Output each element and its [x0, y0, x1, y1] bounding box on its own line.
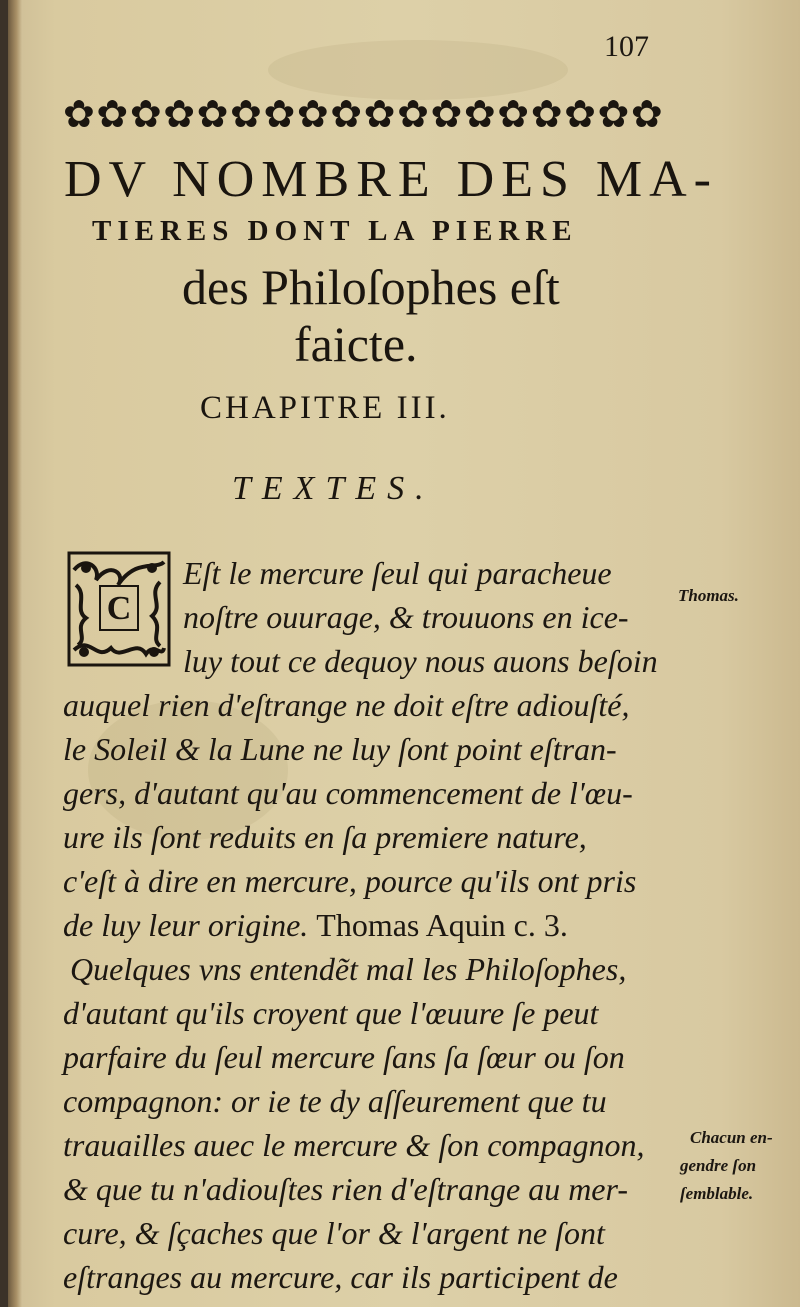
fleuron-icon: ✿	[263, 92, 296, 136]
drop-cap-letter: C	[106, 590, 132, 627]
text-line: & que tu n'adiouſtes rien d'eſtrange au mer-	[63, 1171, 628, 1207]
section-heading: TEXTES.	[232, 470, 435, 507]
title-line-2: TIERES DONT LA PIERRE	[92, 215, 578, 247]
page-spine-shadow	[8, 0, 22, 1307]
text-line: gers, d'autant qu'au commencement de l'œu-	[63, 775, 633, 811]
text-line: parfaire du ſeul mercure ſans ſa ſœur ou ſon	[63, 1039, 625, 1075]
text-line: auquel rien d'eſtrange ne doit eſtre adiouſté,	[63, 687, 630, 723]
ornament-band	[63, 92, 663, 136]
text-line: luy tout ce dequoy nous auons beſoin	[183, 643, 658, 679]
text-line: noſtre ouurage, & trouuons en ice-	[183, 599, 629, 635]
fleuron-icon: ✿	[630, 92, 663, 136]
fleuron-icon: ✿	[430, 92, 463, 136]
text-line: c'eſt à dire en mercure, pource qu'ils ont pris	[63, 863, 637, 899]
margin-note-chacun-2: gendre ſon	[680, 1156, 757, 1175]
fleuron-icon: ✿	[196, 92, 229, 136]
title-line-1: DV NOMBRE DES MA-	[64, 151, 718, 208]
text-line: le Soleil & la Lune ne luy ſont point eſtran-	[63, 731, 617, 767]
text-line: ure ils ſont reduits en ſa premiere nature,	[63, 819, 587, 855]
chapter-heading: CHAPITRE III.	[200, 390, 450, 426]
margin-note-thomas: Thomas.	[678, 586, 739, 605]
fleuron-icon: ✿	[296, 92, 329, 136]
text-line: eſtranges au mercure, car ils participent de	[63, 1259, 618, 1295]
title-line-3: des Philoſophes eſt	[182, 259, 560, 315]
fleuron-icon: ✿	[163, 92, 196, 136]
fleuron-icon: ✿	[330, 92, 363, 136]
margin-note-chacun-1: Chacun en-	[690, 1128, 773, 1147]
fleuron-icon: ✿	[530, 92, 563, 136]
fleuron-icon: ✿	[463, 92, 496, 136]
fleuron-icon: ✿	[129, 92, 162, 136]
text-line: trauailles auec le mercure & ſon compagnon,	[63, 1127, 645, 1163]
fleuron-icon: ✿	[497, 92, 530, 136]
title-line-4: faicte.	[294, 316, 418, 372]
book-page	[8, 0, 800, 1307]
citation: Thomas Aquin c. 3.	[316, 907, 568, 943]
text-fragment: de luy leur origine.	[63, 907, 309, 943]
fleuron-icon: ✿	[63, 92, 95, 136]
page-number: 107	[604, 30, 649, 63]
paper-stain	[268, 40, 568, 100]
fleuron-icon: ✿	[363, 92, 396, 136]
fleuron-icon: ✿	[564, 92, 596, 136]
drop-cap-initial	[66, 550, 172, 668]
text-line: cure, & ſçaches que l'or & l'argent ne ſont	[63, 1215, 605, 1251]
fleuron-icon: ✿	[230, 92, 262, 136]
text-line: Eſt le mercure ſeul qui paracheue	[183, 555, 612, 591]
text-line: compagnon: or ie te dy aſſeurement que tu	[63, 1083, 607, 1119]
text-line: Quelques vns entendẽt mal les Philoſophes,	[70, 951, 627, 987]
fleuron-icon: ✿	[96, 92, 129, 136]
fleuron-icon: ✿	[597, 92, 630, 136]
margin-note-chacun-3: ſemblable.	[680, 1184, 754, 1203]
text-line	[63, 905, 568, 945]
text-line: d'autant qu'ils croyent que l'œuure ſe peut	[63, 995, 599, 1031]
fleuron-icon: ✿	[397, 92, 429, 136]
